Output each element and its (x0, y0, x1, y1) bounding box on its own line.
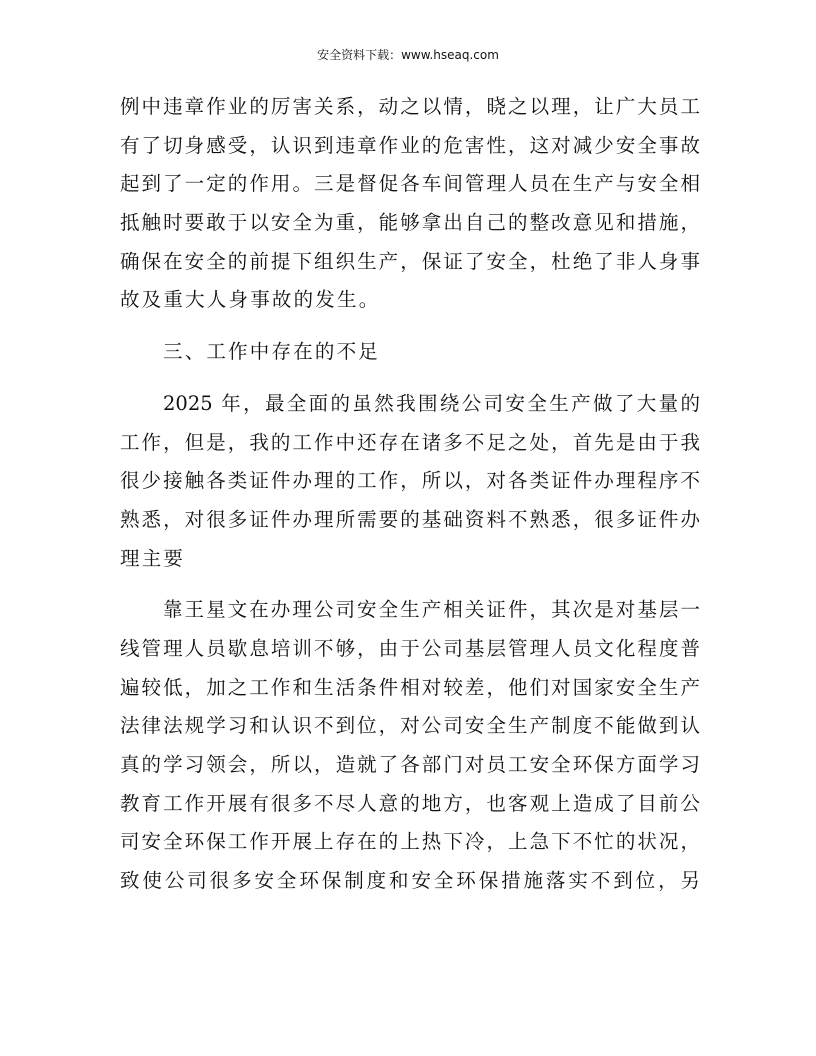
text-line: 真的学习领会，所以，造就了各部门对员工安全环保方面学习 (120, 753, 700, 776)
text-line: 教育工作开展有很多不尽人意的地方，也客观上造成了目前公 (120, 791, 700, 815)
paragraph (120, 88, 700, 320)
text-line: 故及重大人身事故的发生。 (120, 288, 381, 312)
text-line: 靠王星文在办理公司安全生产相关证件，其次是对基层一 (163, 598, 700, 622)
text-line: 有了切身感受，认识到违章作业的危害性，这对减少安全事故 (120, 133, 700, 157)
paragraph (120, 385, 700, 578)
text-line: 例中违章作业的厉害关系，动之以情，晓之以理，让广大员工 (120, 95, 700, 118)
text-line: 很少接触各类证件办理的工作，所以，对各类证件办理程序不 (120, 469, 700, 493)
page-header: 安全资料下载：www.hseaq.com (317, 48, 499, 62)
section-heading-text: 三、工作中存在的不足 (163, 340, 381, 364)
text-line: 抵触时要敢于以安全为重，能够拿出自己的整改意见和措施， (120, 211, 700, 235)
text-line: 遍较低，加之工作和生活条件相对较差，他们对国家安全生产 (120, 675, 700, 699)
paragraph (120, 591, 700, 901)
section-heading (120, 333, 700, 372)
text-line: 熟悉，对很多证件办理所需要的基础资料不熟悉，很多证件办 (120, 507, 700, 531)
text-line: 确保在安全的前提下组织生产，保证了安全，杜绝了非人身事 (120, 249, 700, 273)
document-body (120, 88, 700, 901)
text-line: 法律法规学习和认识不到位，对公司安全生产制度不能做到认 (120, 714, 700, 738)
text-line: 司安全环保工作开展上存在的上热下冷，上急下不忙的状况， (120, 830, 700, 854)
text-line: 致使公司很多安全环保制度和安全环保措施落实不到位，另 (120, 869, 700, 893)
text-line: 理主要 (120, 546, 186, 570)
text-line: 工作，但是，我的工作中还存在诸多不足之处，首先是由于我 (120, 430, 700, 454)
text-line: 2025 年，最全面的虽然我围绕公司安全生产做了大量的 (163, 391, 700, 415)
text-line: 起到了一定的作用。三是督促各车间管理人员在生产与安全相 (120, 172, 700, 196)
text-line: 线管理人员歇息培训不够，由于公司基层管理人员文化程度普 (120, 636, 700, 660)
